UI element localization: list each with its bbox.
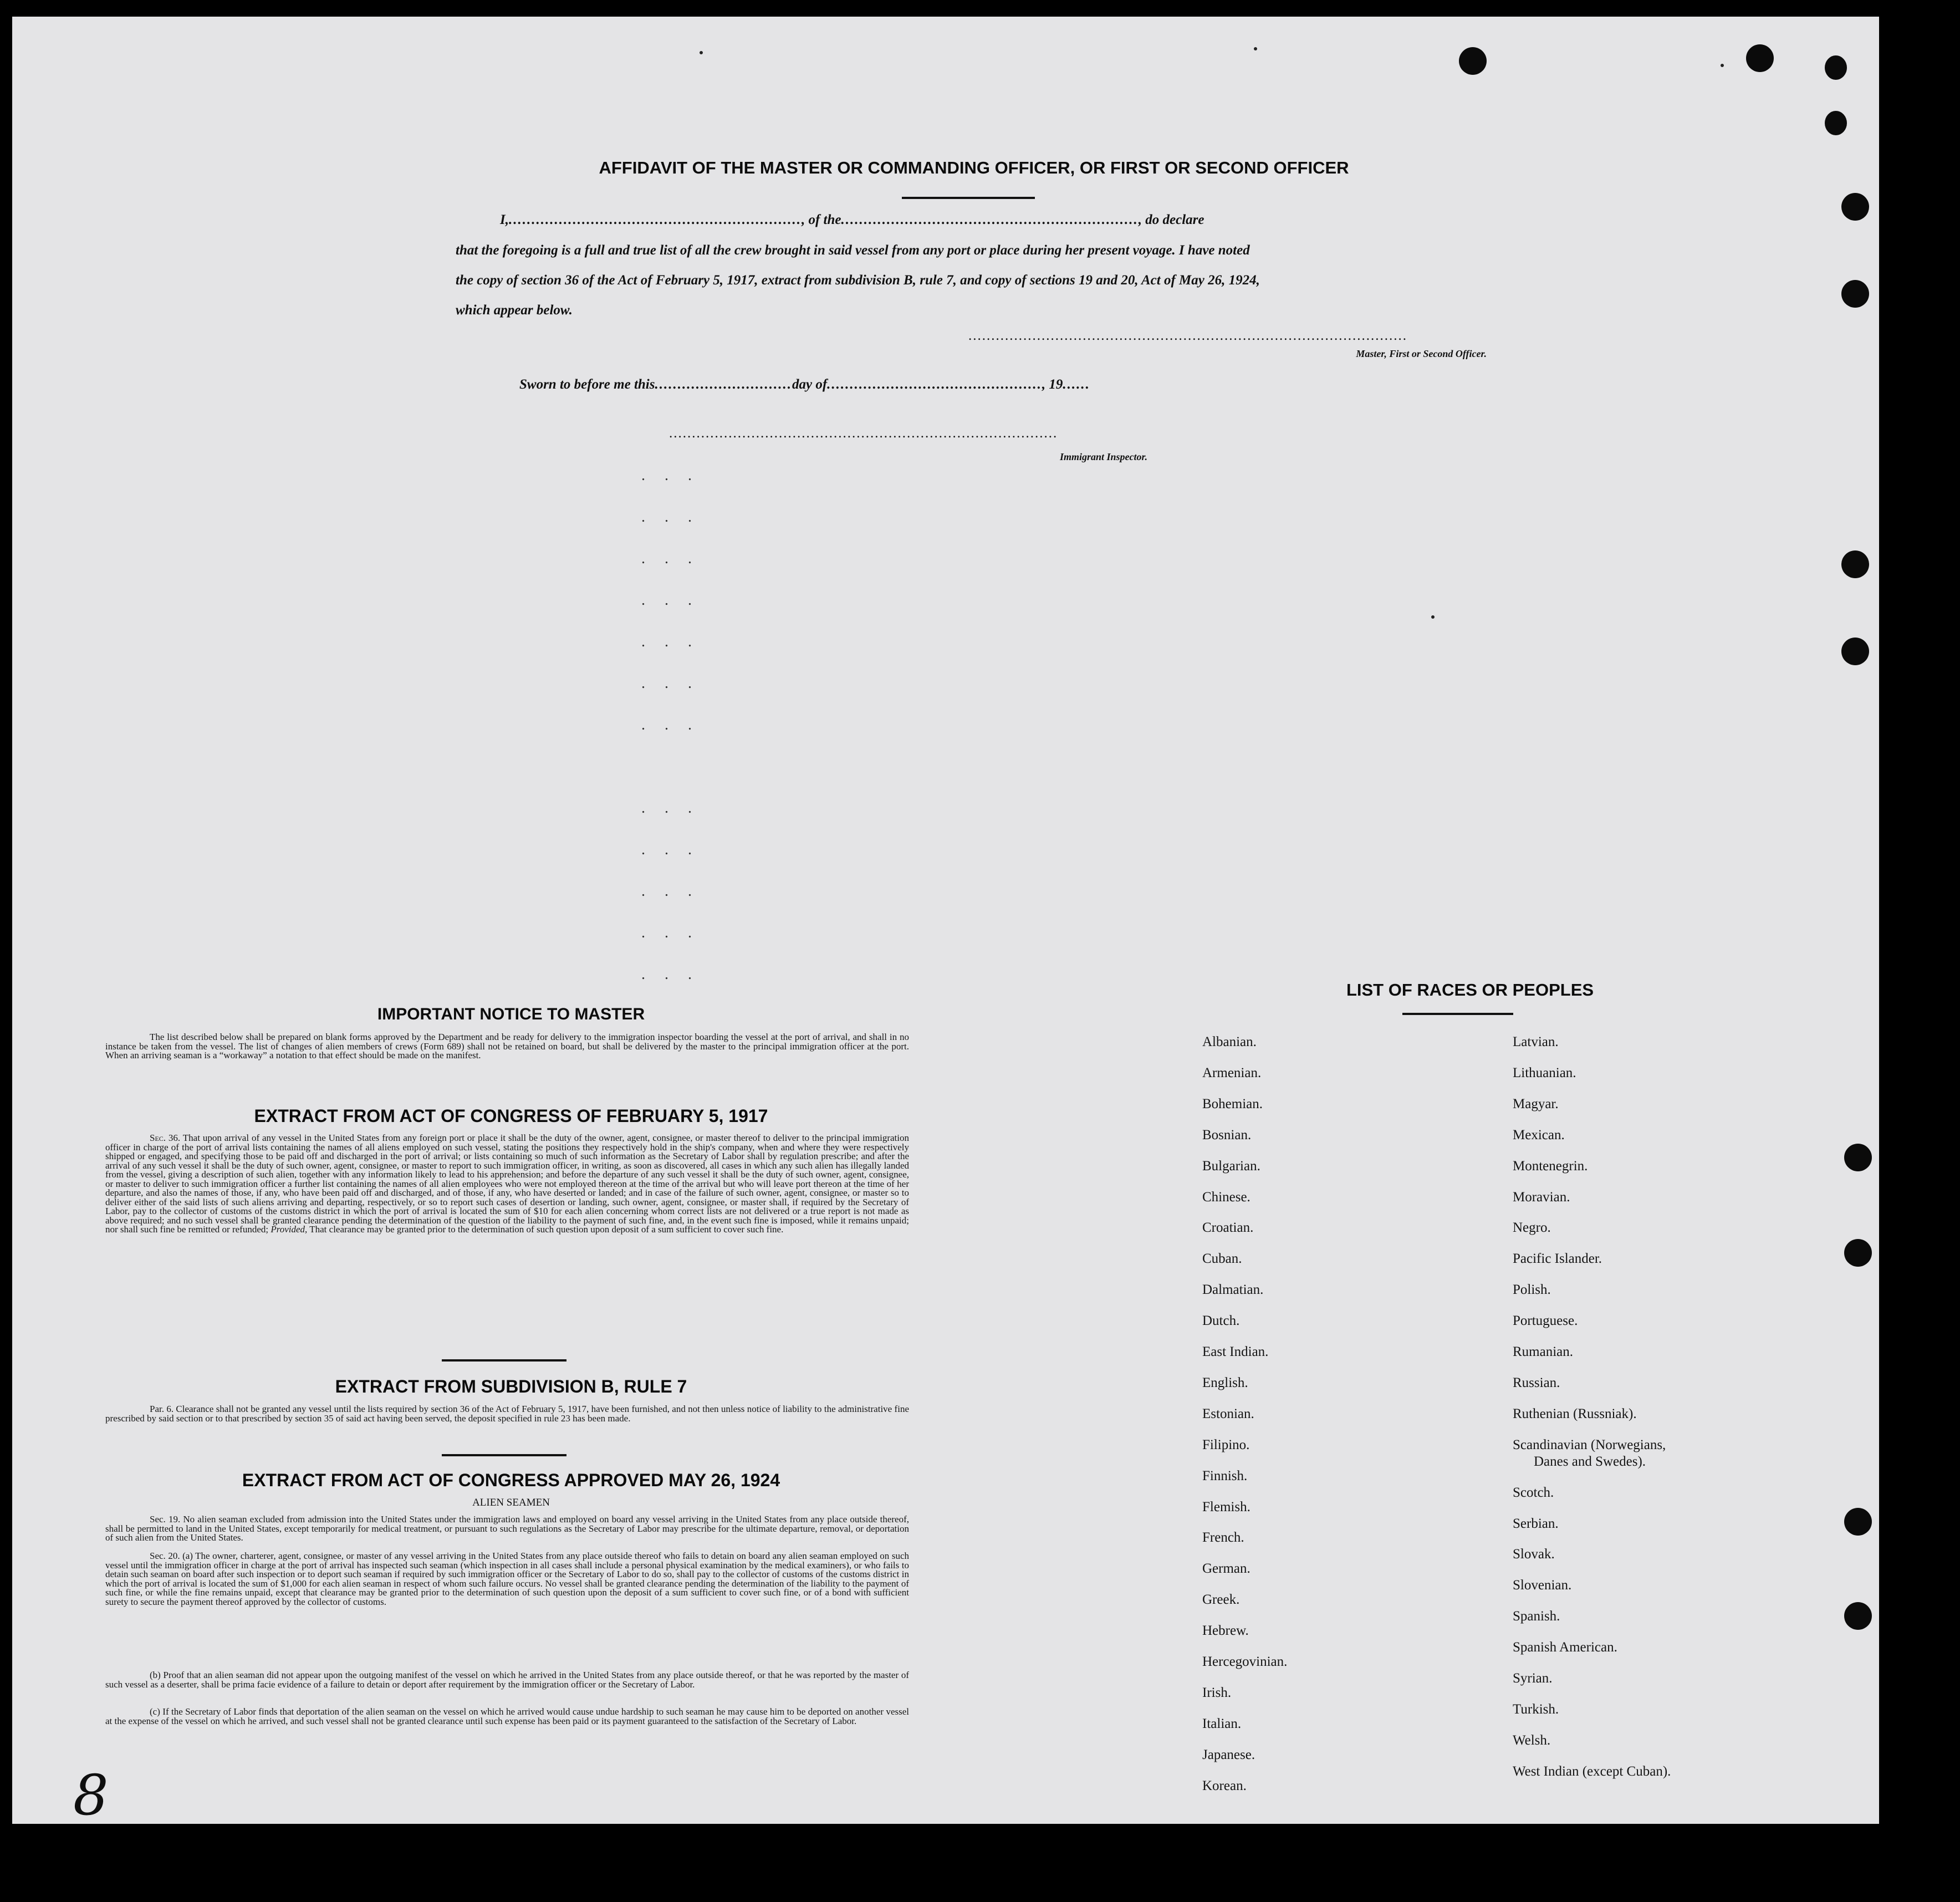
race-item: Albanian. (1202, 1034, 1257, 1049)
section-20a-body: Sec. 20. (a) The owner, charterer, agent, consignee, or master of any vessel arriving in the United States from any place outside thereof who fails to detain on board any alien seaman employed on such vessel until the immigration officer in charge at the port of arrival has inspected such seaman (which inspection in all cases shall include a personal physical examination by the medical examiners), or who fails to detain such seaman on board after such inspection or to deport such seaman if required by such immigration officer or the Secretary of Labor to do so, shall pay to the collector of customs of the customs district in which the port of arrival is located the sum of $1,000 for each alien seaman in respect of whom such failure occurs. No vessel shall be granted clearance pending the determination of the liability to the payment of such fine, or while the fine remains unpaid, except that clearance may be granted prior to the determination of such question upon the deposit of a sum sufficient to cover such fine, or of a bond with sufficient surety to secure the payment thereof approved by the collector of customs. (105, 1551, 909, 1607)
race-item: Welsh. (1513, 1732, 1551, 1748)
inspector-caption: Immigrant Inspector. (1060, 451, 1148, 462)
extract-1917-title: EXTRACT FROM ACT OF CONGRESS OF FEBRUARY 5, 1917 (254, 1106, 768, 1126)
divider (442, 1359, 566, 1362)
extract-1917-body (105, 1134, 909, 1235)
race-item: Slovak. (1513, 1547, 1555, 1562)
affidavit-declaration-line (500, 212, 1487, 228)
binder-hole (1841, 280, 1869, 308)
race-item: Polish. (1513, 1282, 1551, 1298)
race-item: Dalmatian. (1202, 1282, 1264, 1298)
race-item: Armenian. (1202, 1065, 1262, 1080)
race-item: Danes and Swedes). (1534, 1454, 1646, 1469)
extract-1924-title: EXTRACT FROM ACT OF CONGRESS APPROVED MAY 26, 1924 (242, 1470, 780, 1490)
race-item: Mexican. (1513, 1127, 1565, 1143)
page-number: 8 (73, 1763, 109, 1828)
declarant-label: I, (500, 212, 509, 227)
race-item: English. (1202, 1375, 1248, 1390)
sworn-label: Sworn to before me this (519, 377, 655, 392)
blank-line: ............................................... (827, 377, 1042, 392)
leader-dots: . . . . . . . . . . . . . . . . . . . . . . . . . . . . . . . . . . . . (641, 467, 700, 983)
race-item: Filipino. (1202, 1437, 1250, 1452)
notice-title: IMPORTANT NOTICE TO MASTER (377, 1005, 645, 1023)
race-item: Bosnian. (1202, 1127, 1252, 1143)
divider (1402, 1013, 1513, 1015)
race-item: Hebrew. (1202, 1623, 1249, 1639)
races-title: LIST OF RACES OR PEOPLES (1346, 980, 1594, 1000)
dot-mark (700, 51, 703, 54)
race-item: Korean. (1202, 1778, 1247, 1793)
race-item: Scandinavian (Norwegians, (1513, 1437, 1666, 1452)
section-20b-body: (b) Proof that an alien seaman did not appear upon the outgoing manifest of the vessel on which he arrived in the United States from any place outside thereof, or that he was reported by the master of such vessel as a deserter, shall be prima facie evidence of a failure to detain or deport after requirement by the immigration officer or the Secretary of Labor. (105, 1670, 909, 1690)
blank-line: .............................. (655, 377, 792, 392)
race-item: Latvian. (1513, 1034, 1559, 1049)
race-item: Negro. (1513, 1220, 1551, 1236)
alien-seamen-subtitle: ALIEN SEAMEN (472, 1497, 550, 1508)
signature-caption: Master, First or Second Officer. (1356, 348, 1487, 359)
race-item: Spanish. (1513, 1609, 1560, 1624)
binder-hole (1844, 1239, 1872, 1267)
race-item: Japanese. (1202, 1747, 1255, 1762)
race-item: Syrian. (1513, 1671, 1553, 1686)
year-label: , 19 (1042, 377, 1063, 392)
race-item: Scotch. (1513, 1485, 1554, 1500)
race-item: Dutch. (1202, 1313, 1240, 1329)
binder-hole (1841, 550, 1869, 578)
race-item: Greek. (1202, 1592, 1240, 1608)
binder-hole (1844, 1602, 1872, 1630)
dot-mark (1254, 47, 1257, 50)
race-item: Portuguese. (1513, 1313, 1578, 1329)
section-text: That upon arrival of any vessel in the United States from any foreign port or place it shall be the duty of the owner, agent, consignee, or master thereof to deliver to the principal immigration officer in charge of the port of arrival lists containing the names of all aliens employed on such vessel, stating the positions they respectively hold in the ship's company, when and where they were respectively shipped or engaged, and specifying those to be paid off and discharged in the port of arrival; or lists containing so much of such information as the Secretary of Labor shall by regulation prescribe; and after the arrival of any such vessel it shall be the duty of such owner, agent, consignee, or master to report to such immigration officer, in writing, as soon as discovered, all cases in which any such alien has illegally landed from the vessel, giving a description of such alien, together with any information likely to lead to his apprehension; and before the departure of any such vessel it shall be the duty of such owner, agent, consignee, or master to deliver to such immigration officer a further list containing the names of all alien employees who were not employed thereon at the time of the arrival but who will leave port thereon at the time of her departure, and also the names of those, if any, who have been paid off and discharged, and of those, if any, who have deserted or landed; and in case of the failure of such owner, agent, consignee, or master so to deliver either of the said lists of such aliens arriving and departing, respectively, or so to report such cases of desertion or landing, such owner, agent, consignee, or master shall, if required by the Secretary of Labor, pay to the collector of customs of the customs district in which the port of arrival is located the sum of $10 for each alien concerning whom correct lists are not delivered or a true report is not made as above required; and no such vessel shall be granted clearance pending the determination of the question of the liability to the payment of such fine, and, in the event such fine is imposed, while it remains unpaid; nor shall such fine be remitted or refunded; (105, 1133, 910, 1235)
race-item: East Indian. (1202, 1344, 1269, 1359)
binder-hole (1825, 111, 1847, 135)
binder-hole (1841, 638, 1869, 665)
binder-hole (1841, 193, 1869, 221)
extract-rule7-title: EXTRACT FROM SUBDIVISION B, RULE 7 (335, 1376, 687, 1396)
race-item: Bulgarian. (1202, 1158, 1260, 1174)
extract-rule7-body: Par. 6. Clearance shall not be granted any vessel until the lists required by section 36 of the Act of February 5, 1917, have been furnished, and not then unless notice of liability to the administrative fine prescribed by said section or to that prescribed by section 35 of said act having been served, the deposit specified in rule 23 has been made. (105, 1404, 909, 1424)
affidavit-title: AFFIDAVIT OF THE MASTER OR COMMANDING OFFICER, OR FIRST OR SECOND OFFICER (599, 158, 1349, 177)
document-page (12, 17, 1879, 1828)
section-19-body: Sec. 19. No alien seaman excluded from admission into the United States under the immigration laws and employed on board any vessel arriving in the United States from any place outside thereof, shall be permitted to land in the United States, except temporarily for medical treatment, or pursuant to such regulations as the Secretary of Labor may prescribe for the ultimate departure, removal, or deportation of such alien from the United States. (105, 1514, 909, 1543)
binder-hole (1825, 55, 1847, 80)
blank-line: ................................................................ (508, 212, 802, 227)
affidavit-text-line: the copy of section 36 of the Act of February 5, 1917, extract from subdivision B, rule 7, and copy of sections 19 and 20, Act of May 26, 1924, (456, 273, 1260, 288)
race-item: Irish. (1202, 1685, 1232, 1700)
section-text-end: That clearance may be granted prior to the determination of such question upon deposit of a sum sufficient to cover such fine. (309, 1224, 784, 1235)
binder-hole (1459, 47, 1487, 75)
dot-mark (1431, 615, 1435, 619)
race-item: French. (1202, 1530, 1244, 1546)
race-item: Estonian. (1202, 1406, 1254, 1421)
race-item: Magyar. (1513, 1096, 1559, 1111)
race-item: Moravian. (1513, 1189, 1570, 1205)
inspector-signature-line: ..................................................................................... (669, 426, 1058, 441)
race-item: Cuban. (1202, 1251, 1242, 1267)
blank-line: ................................................................. (841, 212, 1139, 227)
race-item: Flemish. (1202, 1499, 1250, 1515)
signature-line: ................................................................................................ (968, 328, 1407, 343)
affidavit-text-line: which appear below. (456, 303, 573, 318)
race-item: Serbian. (1513, 1516, 1559, 1531)
race-item: Finnish. (1202, 1468, 1248, 1483)
race-item: Montenegrin. (1513, 1158, 1588, 1174)
race-item: Croatian. (1202, 1220, 1254, 1236)
binder-hole (1844, 1144, 1872, 1171)
affidavit-text-line: that the foregoing is a full and true list of all the crew brought in said vessel from any port or place during her present voyage. I have noted (456, 243, 1250, 258)
provided-label: Provided, (270, 1224, 308, 1235)
race-item: Chinese. (1202, 1189, 1250, 1205)
race-item: West Indian (except Cuban). (1513, 1763, 1671, 1779)
binder-hole (1746, 44, 1774, 72)
race-item: Slovenian. (1513, 1578, 1572, 1593)
race-item: Hercegovinian. (1202, 1654, 1288, 1669)
race-item: Lithuanian. (1513, 1065, 1576, 1080)
day-label: day of (792, 377, 828, 392)
race-item: Rumanian. (1513, 1344, 1574, 1359)
section-20c-body: (c) If the Secretary of Labor finds that deportation of the alien seaman on the vessel on which he arrived would cause undue hardship to such seaman he may cause him to be deported on another vessel at the expense of the vessel on which he arrived, and such vessel shall not be granted clearance until such expense has been paid or its payment guaranteed to the satisfaction of the Secretary of Labor. (105, 1706, 909, 1726)
race-item: German. (1202, 1561, 1250, 1577)
race-item: Ruthenian (Russniak). (1513, 1406, 1637, 1421)
dot-mark (1721, 64, 1724, 67)
declare-label: , do declare (1138, 212, 1204, 227)
notice-body: The list described below shall be prepared on blank forms approved by the Department and be ready for delivery to the immigration inspector boarding the vessel at the port of arrival, and shall in no instance be taken from the vessel. The list of changes of alien members of crews (Form 689) shall not be retained on board, but shall be delivered by the master to the principal immigration officer at the port. When an arriving seaman is a “workaway” a notation to that effect should be made on the manifest. (105, 1032, 909, 1060)
section-label: Sec. 36. (150, 1133, 181, 1143)
binder-hole (1844, 1508, 1872, 1536)
of-label: , of the (801, 212, 841, 227)
race-item: Italian. (1202, 1716, 1242, 1731)
race-item: Spanish American. (1513, 1640, 1617, 1655)
sworn-line (519, 377, 1090, 392)
blank-line: ...... (1063, 377, 1090, 392)
race-item: Bohemian. (1202, 1096, 1263, 1111)
race-item: Turkish. (1513, 1701, 1559, 1717)
race-item: Russian. (1513, 1375, 1560, 1390)
divider (442, 1454, 566, 1456)
divider (902, 197, 1035, 199)
race-item: Pacific Islander. (1513, 1251, 1602, 1267)
